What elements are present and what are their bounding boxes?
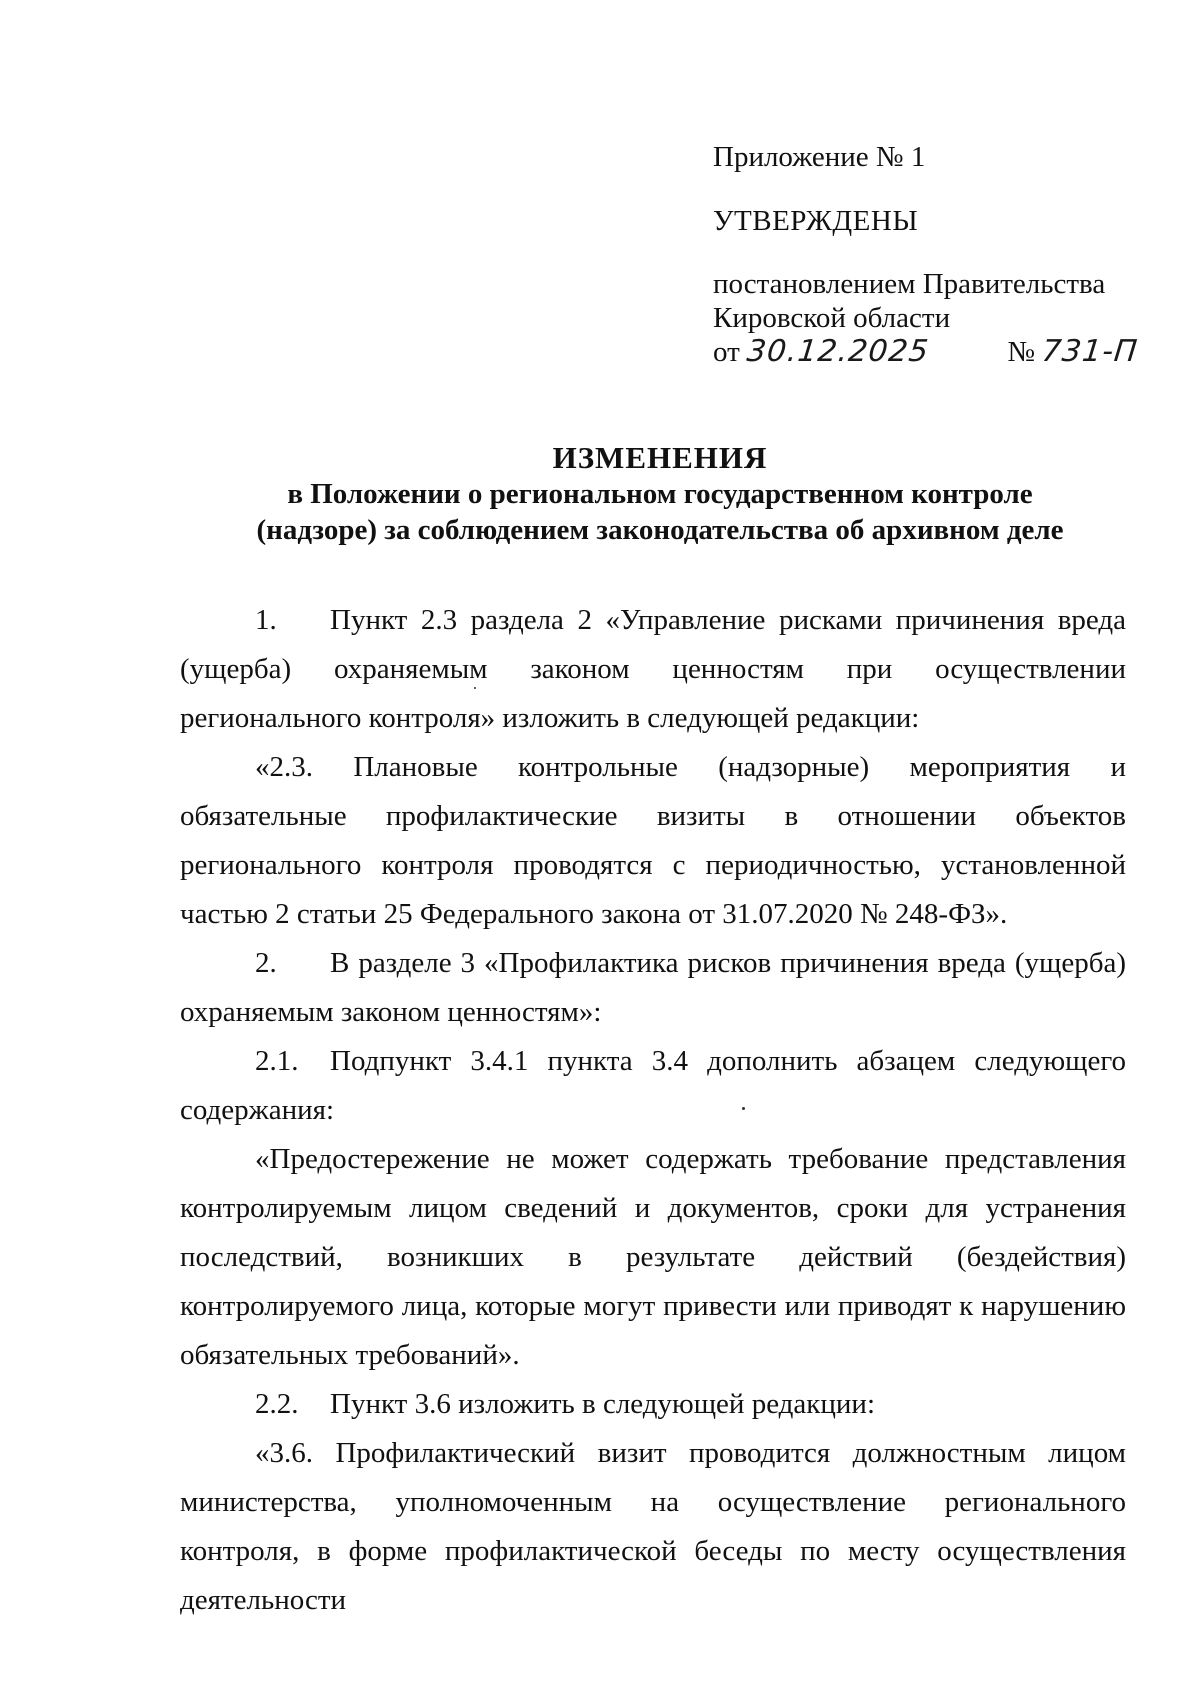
paragraph-number: 2.2.: [255, 1388, 299, 1420]
date-prefix: от: [713, 336, 740, 368]
scan-speck: [474, 687, 476, 689]
handwritten-number: 731-П: [1040, 334, 1140, 369]
scan-speck: [742, 1107, 745, 1110]
paragraph: [180, 1380, 1126, 1429]
paragraph: [180, 743, 1126, 939]
paragraph-text: «2.3. Плановые контрольные (надзорные) мероприятия и обязательные профилактические визиты в отношении объектов регионального контроля проводятся с периодичностью, установленной частью 2 статьи 25 Федерального закона от 31.07.2020 № 248-ФЗ».: [180, 751, 1126, 930]
paragraph: [180, 596, 1126, 743]
heading-title: ИЗМЕНЕНИЯ: [552, 440, 768, 475]
heading-subtitle-line-1: в Положении о региональном государственном контроле: [287, 478, 1033, 510]
paragraph: [180, 1429, 1126, 1625]
decree-date-line: [713, 335, 1173, 369]
heading-subtitle-line-2: (надзоре) за соблюдением законодательства об архивном деле: [256, 514, 1064, 546]
approval-block: [713, 140, 1173, 369]
approved-label: УТВЕРЖДЕНЫ: [713, 205, 919, 237]
paragraph-number: 2.: [255, 947, 277, 979]
paragraph-text: В разделе 3 «Профилактика рисков причинения вреда (ущерба) охраняемым законом ценностям»:: [180, 947, 1126, 1028]
number-prefix: №: [1007, 336, 1035, 368]
document-heading: [180, 440, 1140, 548]
paragraph-text: Подпункт 3.4.1 пункта 3.4 дополнить абзацем следующего содержания:: [180, 1045, 1126, 1126]
paragraph: [180, 1135, 1126, 1380]
paragraph-text: Пункт 3.6 изложить в следующей редакции:: [330, 1388, 876, 1420]
paragraph-number: 1.: [255, 604, 277, 636]
decree-line-2: Кировской области: [713, 302, 951, 334]
paragraph-number: 2.1.: [255, 1045, 299, 1077]
decree-line-1: постановлением Правительства: [713, 268, 1106, 300]
appendix-label: Приложение № 1: [713, 141, 926, 173]
paragraph: [180, 1037, 1126, 1135]
paragraph-text: Пункт 2.3 раздела 2 «Управление рисками причинения вреда (ущерба) охраняемым законом ценностям при осуществлении регионального контроля» изложить в следующей редакции:: [180, 604, 1126, 734]
handwritten-date: 30.12.2025: [745, 334, 931, 369]
paragraph-text: «3.6. Профилактический визит проводится должностным лицом министерства, уполномоченным на осуществление регионального контроля, в форме профилактической беседы по месту осуществления деятельности: [180, 1437, 1126, 1616]
document-body: [180, 596, 1126, 1625]
paragraph: [180, 939, 1126, 1037]
paragraph-text: «Предостережение не может содержать требование представления контролируемым лицом сведений и документов, сроки для устранения последствий, возникших в результате действий (бездействия) контролируемого лица, которые могут привести или приводят к нарушению обязательных требований».: [180, 1143, 1126, 1371]
